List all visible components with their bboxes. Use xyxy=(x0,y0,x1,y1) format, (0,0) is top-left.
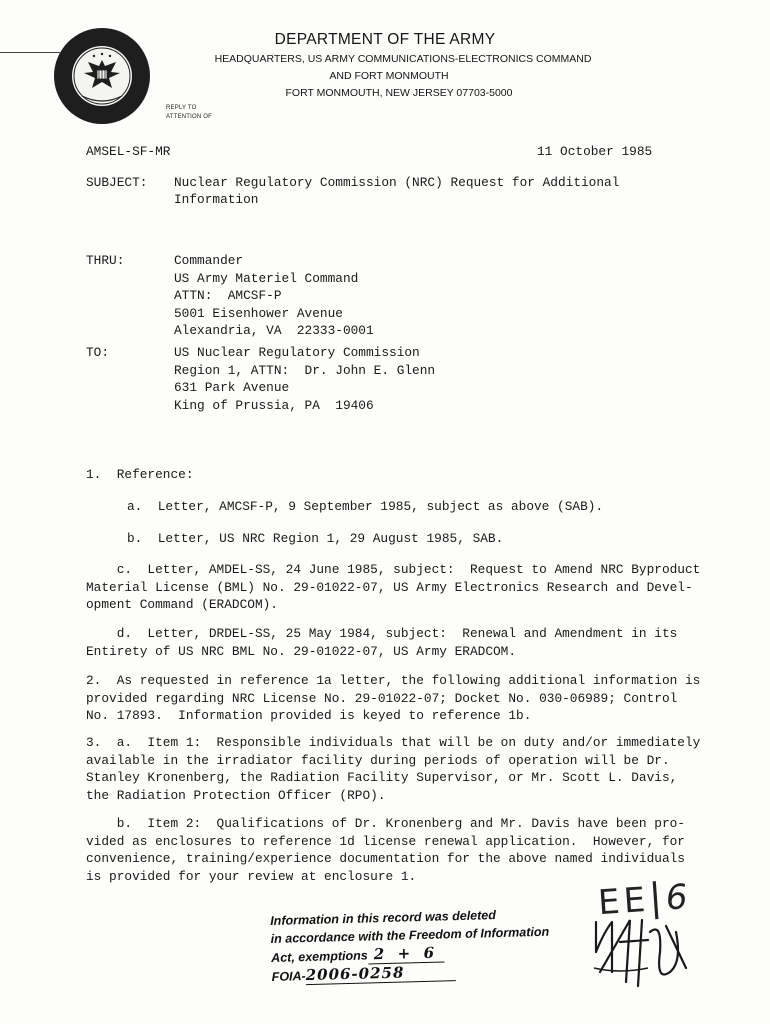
headquarters-line: HEADQUARTERS, US ARMY COMMUNICATIONS-ELECTRONICS COMMAND xyxy=(214,53,592,65)
paragraph-3b-line: is provided for your review at enclosure 1. xyxy=(86,868,417,884)
reference-d-line: d. Letter, DRDEL-SS, 25 May 1984, subject: Renewal and Amendment in its xyxy=(86,626,678,641)
to-line: US Nuclear Regulatory Commission xyxy=(174,345,420,360)
reference-c-line: c. Letter, AMDEL-SS, 24 June 1985, subject: Request to Amend NRC Byproduct xyxy=(86,562,701,577)
stamp-foia-label: FOIA- xyxy=(271,969,306,984)
paragraph-3b-line: b. Item 2: Qualifications of Dr. Kronenberg and Mr. Davis have been pro- xyxy=(86,816,685,831)
to-line: 631 Park Avenue xyxy=(174,380,290,396)
paragraph-2 xyxy=(86,672,700,725)
paragraph-2-line: 2. As requested in reference 1a letter, the following additional information is xyxy=(86,673,701,688)
paragraph-3b-line: convenience, training/experience documentation for the above named individuals xyxy=(86,851,685,867)
letter-date: 11 October 1985 xyxy=(537,144,653,159)
paragraph-2-line: No. 17893. Information provided is keyed to reference 1b. xyxy=(86,708,532,724)
subject-label: SUBJECT: xyxy=(86,175,148,190)
thru-line: Commander xyxy=(174,253,244,268)
thru-label: THRU: xyxy=(86,253,125,268)
fort-monmouth-line: AND FORT MONMOUTH xyxy=(329,70,449,82)
reference-c-line: Material License (BML) No. 29-01022-07, US Army Electronics Research and Devel- xyxy=(86,579,693,595)
department-title: DEPARTMENT OF THE ARMY xyxy=(274,31,496,48)
to-line: King of Prussia, PA 19406 xyxy=(174,397,374,413)
subject-line-1: Nuclear Regulatory Commission (NRC) Request for Additional xyxy=(174,175,620,190)
thru-line: 5001 Eisenhower Avenue xyxy=(174,305,343,321)
to-label: TO: xyxy=(86,345,110,360)
reference-d-line: Entirety of US NRC BML No. 29-01022-07, US Army ERADCOM. xyxy=(86,643,517,659)
paragraph-3a-line: available in the irradiator facility during periods of operation will be Dr. xyxy=(86,752,670,768)
reply-to-line2: ATTENTION OF xyxy=(166,114,212,120)
reply-to-line1: REPLY TO xyxy=(166,105,197,111)
reference-c xyxy=(86,561,700,614)
foia-deletion-stamp xyxy=(270,905,550,986)
to-line: Region 1, ATTN: Dr. John E. Glenn xyxy=(174,362,436,378)
office-symbol: AMSEL-SF-MR xyxy=(86,144,171,159)
paragraph-1-heading: 1. Reference: xyxy=(86,467,194,482)
reference-c-line: opment Command (ERADCOM). xyxy=(86,597,278,613)
paragraph-3a-line: Stanley Kronenberg, the Radiation Facility Supervisor, or Mr. Scott L. Davis, xyxy=(86,770,678,786)
reference-b: b. Letter, US NRC Region 1, 29 August 1985, SAB. xyxy=(127,531,504,546)
handwritten-initials: EE|6 xyxy=(596,874,693,924)
stamp-exemptions-label: Act, exemptions xyxy=(271,948,368,965)
thru-line: US Army Materiel Command xyxy=(174,270,359,286)
address-line: FORT MONMOUTH, NEW JERSEY 07703-5000 xyxy=(285,87,513,99)
thru-line: Alexandria, VA 22333-0001 xyxy=(174,323,374,339)
stamp-exemptions-value: 2 + 6 xyxy=(367,943,443,964)
reply-to-label xyxy=(166,104,212,122)
reference-a: a. Letter, AMCSF-P, 9 September 1985, subject as above (SAB). xyxy=(127,499,604,514)
paragraph-2-line: provided regarding NRC License No. 29-01022-07; Docket No. 030-06989; Control xyxy=(86,690,678,706)
paragraph-3b xyxy=(86,815,685,885)
paragraph-3a-line: the Radiation Protection Officer (RPO). xyxy=(86,787,386,803)
subject-line-2: Information xyxy=(174,192,259,207)
initials-text: EE xyxy=(596,879,651,924)
thru-line: ATTN: AMCSF-P xyxy=(174,288,282,304)
stamp-foia-number: 2006-0258 xyxy=(305,962,455,985)
paragraph-3b-line: vided as enclosures to reference 1d license renewal application. However, for xyxy=(86,833,685,849)
paragraph-3a xyxy=(86,734,700,804)
thru-address xyxy=(174,252,374,340)
initials-mark: 6 xyxy=(664,876,693,919)
stamp-line-1: Information in this record was deleted xyxy=(270,908,497,928)
to-address xyxy=(174,344,435,414)
stamp-line-2: in accordance with the Freedom of Information xyxy=(270,924,550,946)
reference-d xyxy=(86,625,677,660)
paragraph-3a-line: 3. a. Item 1: Responsible individuals that will be on duty and/or immediately xyxy=(86,735,701,750)
handwritten-signature xyxy=(590,912,690,992)
